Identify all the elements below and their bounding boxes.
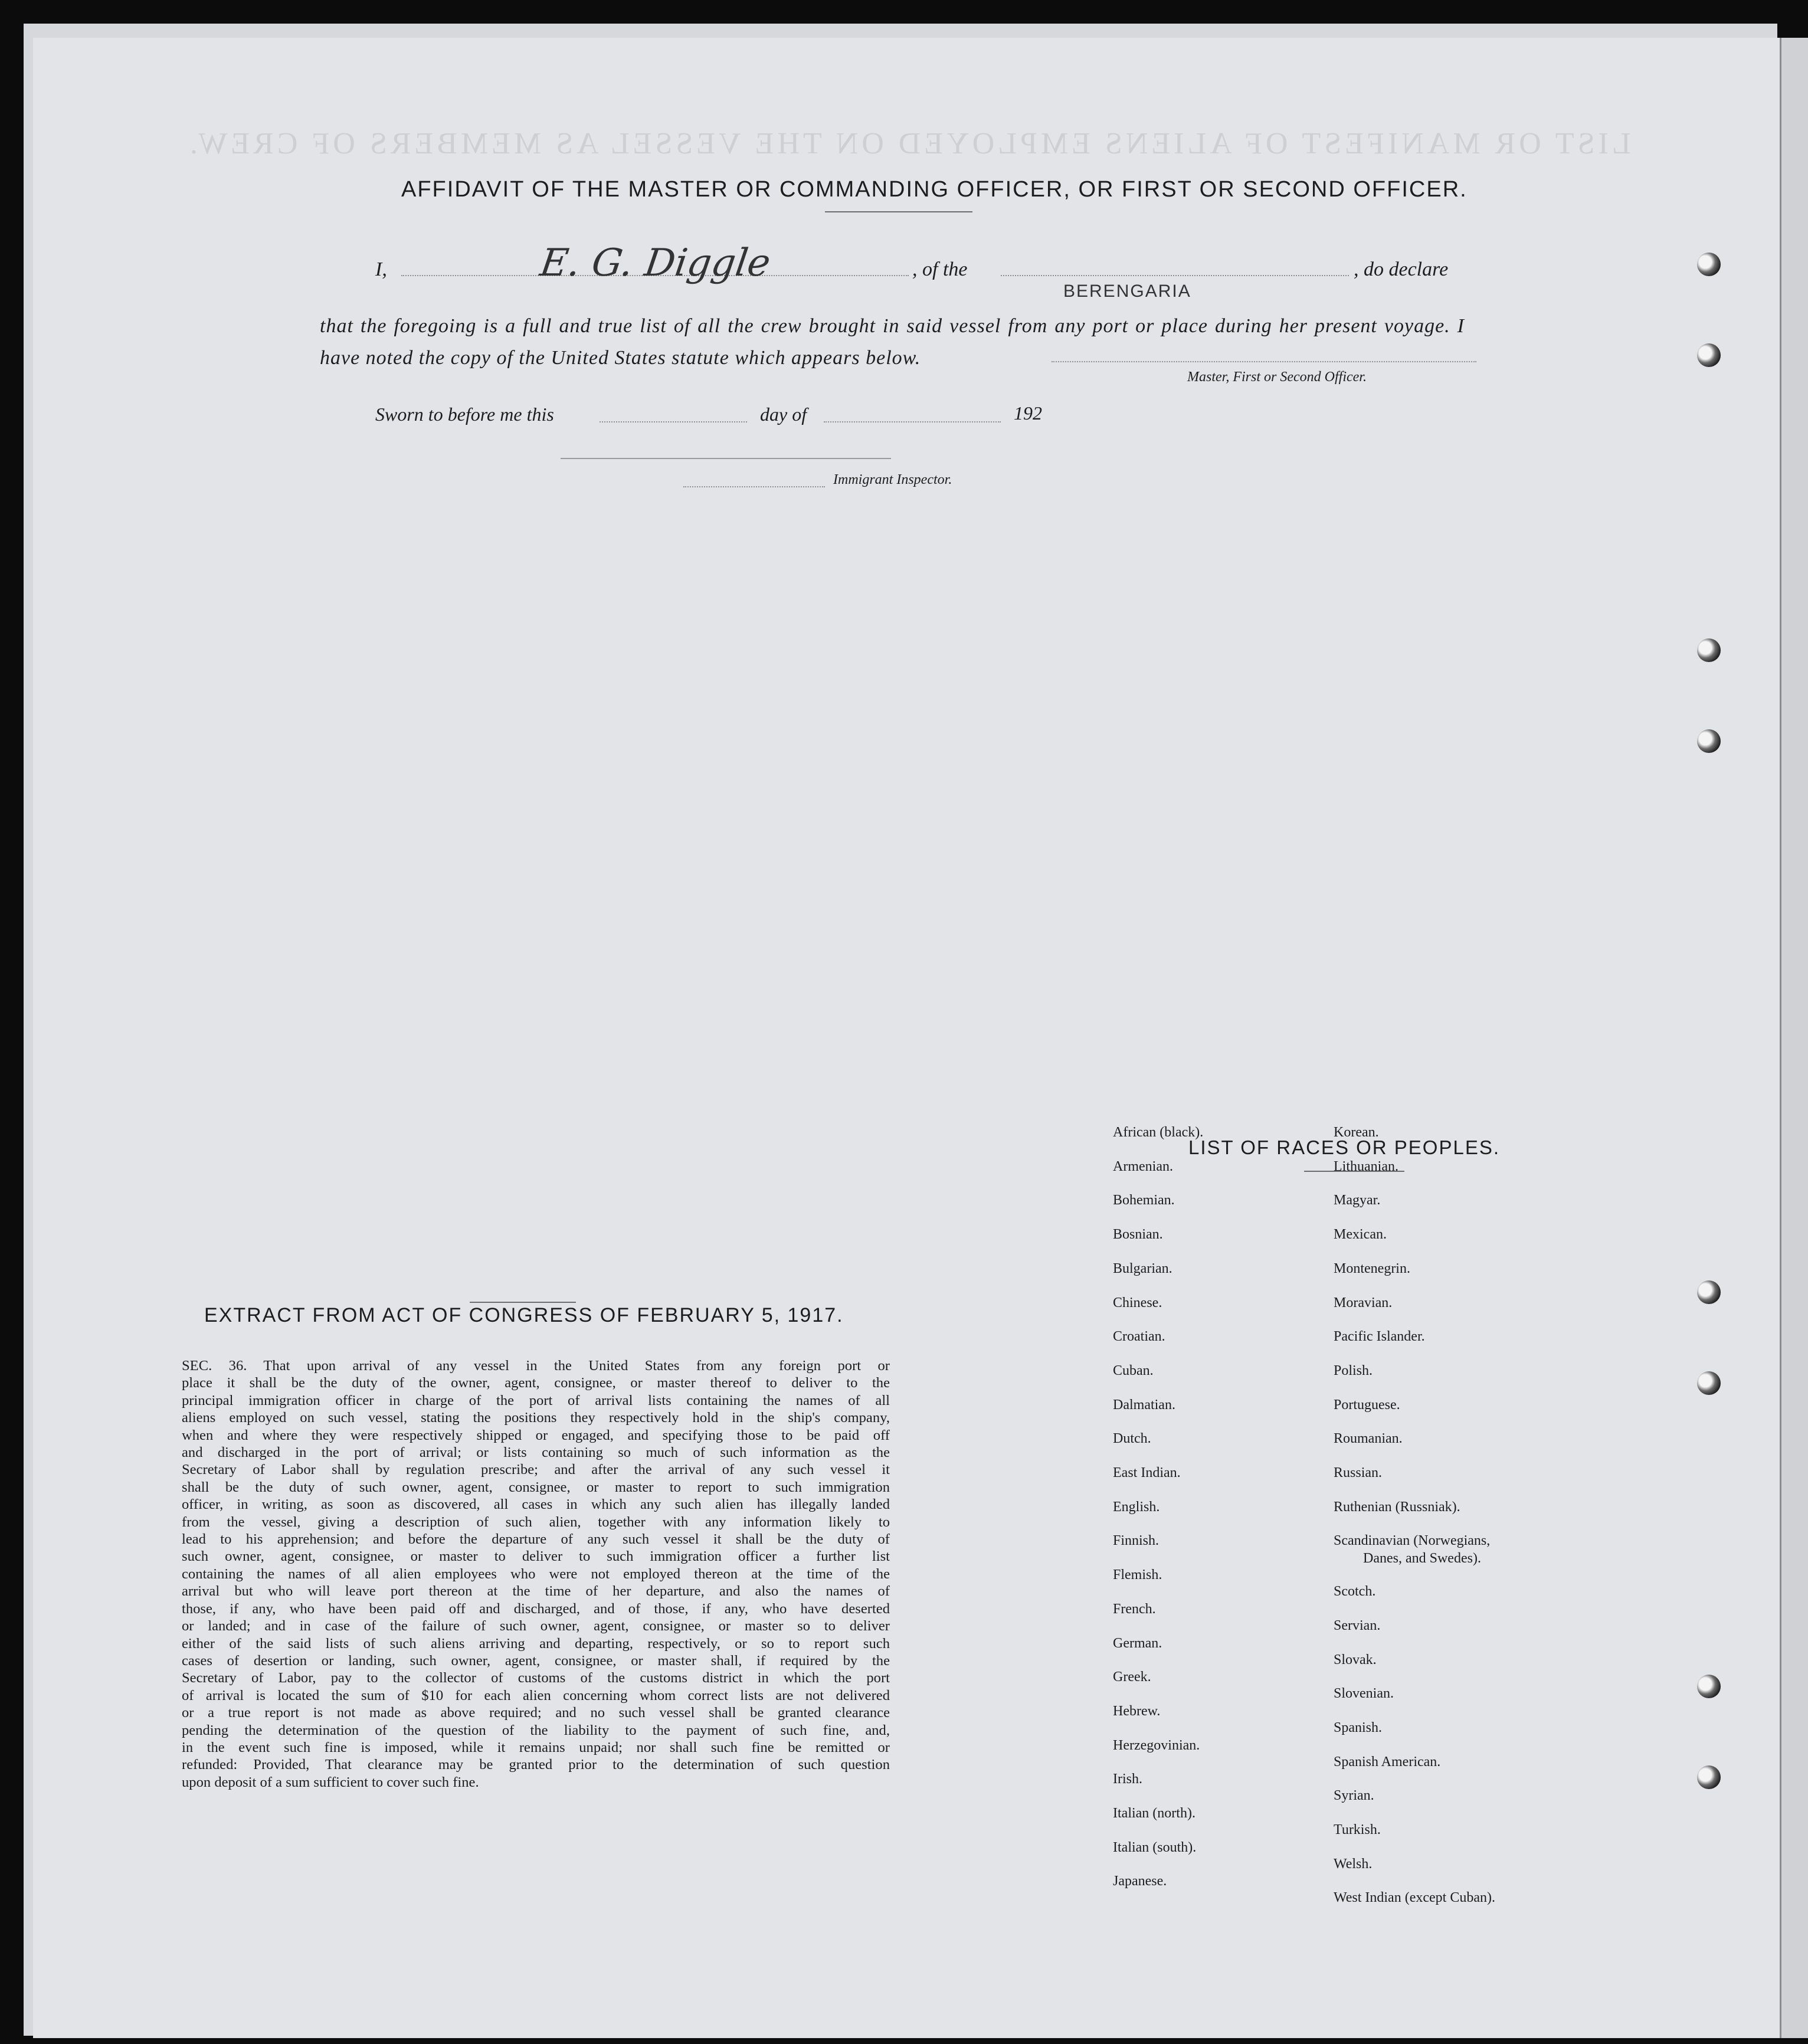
race-item: Spanish. [1334,1719,1383,1735]
race-item: Russian. [1334,1465,1383,1480]
manifest-back-sheet [33,38,1780,2038]
punch-hole-icon [1697,638,1721,662]
section-text-line: shall be the duty of such owner, agent, consignee, or master to report to such immigration [182,1479,890,1495]
section-text-line: upon deposit of a sum sufficient to cover such fine. [182,1774,479,1790]
sworn-label: Sworn to before me this [375,404,554,425]
race-item: Moravian. [1334,1295,1393,1311]
race-item: Slovenian. [1334,1686,1394,1702]
section-text-line: such owner, agent, consignee, or master to deliver to such immigration officer a further list [182,1548,890,1565]
master-signature: E. G. Diggle [537,241,774,285]
race-item: Pacific Islander. [1334,1329,1425,1345]
race-item: Armenian. [1113,1158,1173,1174]
punch-hole-icon [1697,253,1721,276]
races-title: LIST OF RACES OR PEOPLES. [1188,1136,1501,1158]
section-text-line: refunded: Provided, That clearance may be granted prior to the determination of such question [182,1757,890,1773]
race-item: Herzegovinian. [1113,1737,1200,1753]
race-item: Bohemian. [1113,1193,1175,1208]
race-item: Slovak. [1334,1652,1377,1668]
section-text-line: or a true report is not made as above required; and no such vessel shall be granted clearance [182,1705,890,1721]
race-item: Flemish. [1113,1567,1162,1583]
inspector-caption: Immigrant Inspector. [833,472,952,487]
race-item: Welsh. [1334,1856,1373,1872]
race-item: Korean. [1334,1125,1379,1140]
day-of-label: day of [760,404,807,425]
section-text-line: aliens employed on such vessel, stating the positions they respectively hold in the ship's company, [182,1410,890,1426]
race-item: Ruthenian (Russniak). [1334,1499,1460,1515]
race-item: English. [1113,1499,1160,1515]
race-item: Portuguese. [1334,1397,1400,1413]
race-item: Dutch. [1113,1431,1151,1447]
race-item: Magyar. [1334,1193,1381,1208]
sworn-day-line [600,421,747,422]
section-text-line: either of the said lists of such aliens arriving and departing, respectively, or so to report such [182,1635,890,1652]
race-item: Servian. [1334,1617,1381,1633]
inspector-dotted-line [683,486,825,487]
extract-divider [470,1302,576,1303]
section-text-line: lead to his apprehension; and before the departure of any such vessel it shall be the duty of [182,1531,890,1548]
race-item: Danes, and Swedes). [1363,1551,1481,1567]
section-36-text [182,1357,890,1791]
race-item: West Indian (except Cuban). [1334,1890,1495,1906]
section-text-line: officer, in writing, as soon as discovered, all cases in which any such alien has illegally landed [182,1496,890,1513]
sworn-month-line [824,421,1001,422]
race-item: Italian (north). [1113,1806,1195,1821]
race-item: Mexican. [1334,1227,1387,1243]
race-item: Bulgarian. [1113,1260,1172,1276]
race-item: Croatian. [1113,1329,1165,1345]
race-item: French. [1113,1601,1156,1617]
punch-hole-icon [1697,1371,1721,1395]
section-text-line: principal immigration officer in charge of the port of arrival lists containing the names of all [182,1392,890,1408]
section-text-line: of arrival is located the sum of $10 for each alien concerning whom correct lists are not delivered [182,1687,890,1704]
affidavit-body: that the foregoing is a full and true list of all the crew brought in said vessel from any port or place during her present voyage. I have noted the copy of the United States statute which appears below. [320,315,1465,369]
race-item: Hebrew. [1113,1703,1161,1719]
section-text-line: and discharged in the port of arrival; or lists containing so much of such information as the [182,1444,890,1461]
section-text-line: place it shall be the duty of the owner, agent, consignee, or master thereof to deliver to the [182,1375,890,1391]
section-text-line: cases of desertion or landing, such owner, agent, consignee, or master shall, if required by the [182,1652,890,1669]
race-item: Roumanian. [1334,1431,1403,1447]
section-text-line: or landed; and in case of the failure of such owner, agent, consignee, or master so to deliver [182,1618,890,1634]
section-text-line: Secretary of Labor shall by regulation prescribe; and after the arrival of any such vessel it [182,1462,890,1478]
sheet-edge [1780,38,1808,2038]
year-prefix: 192 [1014,402,1042,424]
race-item: Finnish. [1113,1533,1160,1549]
punch-hole-icon [1697,1280,1721,1304]
section-text-line: in the event such fine is imposed, while it remains unpaid; nor shall such fine be remitted or [182,1739,890,1755]
section-text-line: Secretary of Labor, pay to the collector of customs of the customs district in which the port [182,1670,890,1686]
race-item: Scandinavian (Norwegians, [1334,1533,1491,1549]
vessel-line [1001,275,1349,276]
race-item: East Indian. [1113,1465,1181,1480]
race-item: Turkish. [1334,1822,1381,1837]
punch-hole-icon [1697,343,1721,367]
i-label: I, [375,258,387,280]
race-item: African (black). [1113,1125,1204,1140]
do-declare-label: , do declare [1354,258,1449,280]
inspector-signature-line [561,458,891,459]
race-item: Montenegrin. [1334,1260,1410,1276]
section-text-line: SEC. 36. That upon arrival of any vessel in the United States from any foreign port or [182,1358,890,1374]
race-item: Cuban. [1113,1362,1154,1378]
bleed-through-text: LIST OR MANIFEST OF ALIENS EMPLOYED ON THE VESSEL AS MEMBERS OF CREW. [186,127,1631,160]
of-the-label: , of the [912,258,968,280]
punch-hole-icon [1697,729,1721,753]
section-text-line: arrival but who will leave port thereon at the time of her departure, and also the names of [182,1583,890,1600]
punch-hole-icon [1697,1765,1721,1789]
race-item: Syrian. [1334,1788,1374,1804]
section-text-line: when and where they were respectively shipped or engaged, and specifying those to be paid off [182,1427,890,1443]
section-text-line: pending the determination of the question of the liability to the payment of such fine, and, [182,1722,890,1738]
extract-title: EXTRACT FROM ACT OF CONGRESS OF FEBRUARY 5, 1917. [204,1304,844,1326]
race-item: Japanese. [1113,1873,1167,1889]
race-item: Greek. [1113,1669,1151,1685]
section-text-line: those, if any, who have been paid off and discharged, and of those, if any, who have deserted [182,1600,890,1617]
race-item: Scotch. [1334,1584,1376,1600]
race-item: Polish. [1334,1362,1373,1378]
master-caption: Master, First or Second Officer. [1187,369,1367,385]
race-item: Italian (south). [1113,1839,1197,1855]
race-item: Chinese. [1113,1295,1162,1311]
race-item: Spanish American. [1334,1754,1441,1770]
vessel-name: BERENGARIA [1063,281,1191,301]
race-item: Dalmatian. [1113,1397,1175,1413]
race-item: German. [1113,1635,1162,1651]
section-text-line: containing the names of all alien employees who were not employed thereon at the time of the [182,1565,890,1582]
punch-hole-icon [1697,1675,1721,1698]
affidavit-title: AFFIDAVIT OF THE MASTER OR COMMANDING OFFICER, OR FIRST OR SECOND OFFICER. [401,177,1468,202]
section-text-line: from the vessel, giving a description of such alien, together with any information likely to [182,1514,890,1530]
race-item: Lithuanian. [1334,1158,1398,1174]
master-signature-line [1052,361,1476,362]
race-item: Irish. [1113,1771,1142,1787]
title-divider [825,211,972,212]
race-item: Bosnian. [1113,1227,1163,1243]
